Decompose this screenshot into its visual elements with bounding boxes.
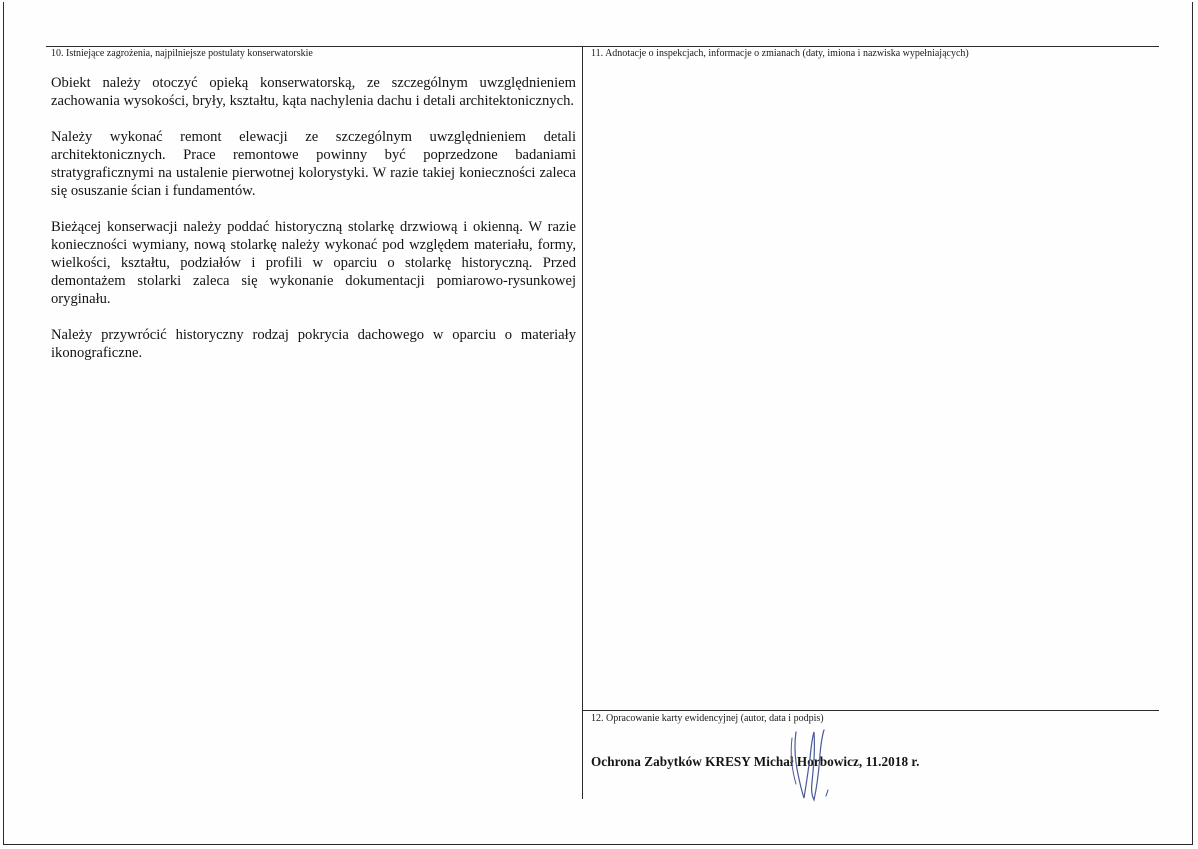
- left-top-rule: [46, 46, 583, 47]
- field-11-label: 11. Adnotacje o inspekcjach, informacje o zmianach (daty, imiona i nazwiska wypełniających): [591, 48, 969, 59]
- right-top-rule: [583, 46, 1159, 47]
- column-divider: [582, 46, 583, 799]
- postulate-paragraph: Należy wykonać remont elewacji ze szczególnym uwzględnieniem detali architektonicznych. Prace remontowe powinny być poprzedzone badaniami stratygraficznymi na ustalenie pierwotnej kolorystyki. W razie takiej konieczności zaleca się osuszanie ścian i fundamentów.: [51, 129, 576, 199]
- conservation-postulates: [51, 74, 576, 380]
- postulate-paragraph: Należy przywrócić historyczny rodzaj pokrycia dachowego w oparciu o materiały ikonograficzne.: [51, 327, 576, 361]
- field-10-label: 10. Istniejące zagrożenia, najpilniejsze postulaty konserwatorskie: [51, 48, 313, 59]
- field-12-label: 12. Opracowanie karty ewidencyjnej (autor, data i podpis): [591, 713, 824, 724]
- postulate-paragraph: Bieżącej konserwacji należy poddać historyczną stolarkę drzwiową i okienną. W razie konieczności wymiany, nową stolarkę należy wykonać pod względem materiału, formy, wielkości, kształtu, podziałów i profili w oparciu o stolarkę historyczną. Przed demontażem stolarki zaleca się wykonanie dokumentacji pomiarowo-rysunkowej oryginału.: [51, 219, 576, 307]
- handwritten-signature: [784, 724, 844, 804]
- author-date-line: Ochrona Zabytków KRESY Michał Horbowicz, 11.2018 r.: [591, 754, 920, 769]
- section-12-rule: [583, 710, 1159, 711]
- postulate-paragraph: Obiekt należy otoczyć opieką konserwatorską, ze szczególnym uwzględnieniem zachowania wysokości, bryły, kształtu, kąta nachylenia dachu i detali architektonicznych.: [51, 75, 576, 109]
